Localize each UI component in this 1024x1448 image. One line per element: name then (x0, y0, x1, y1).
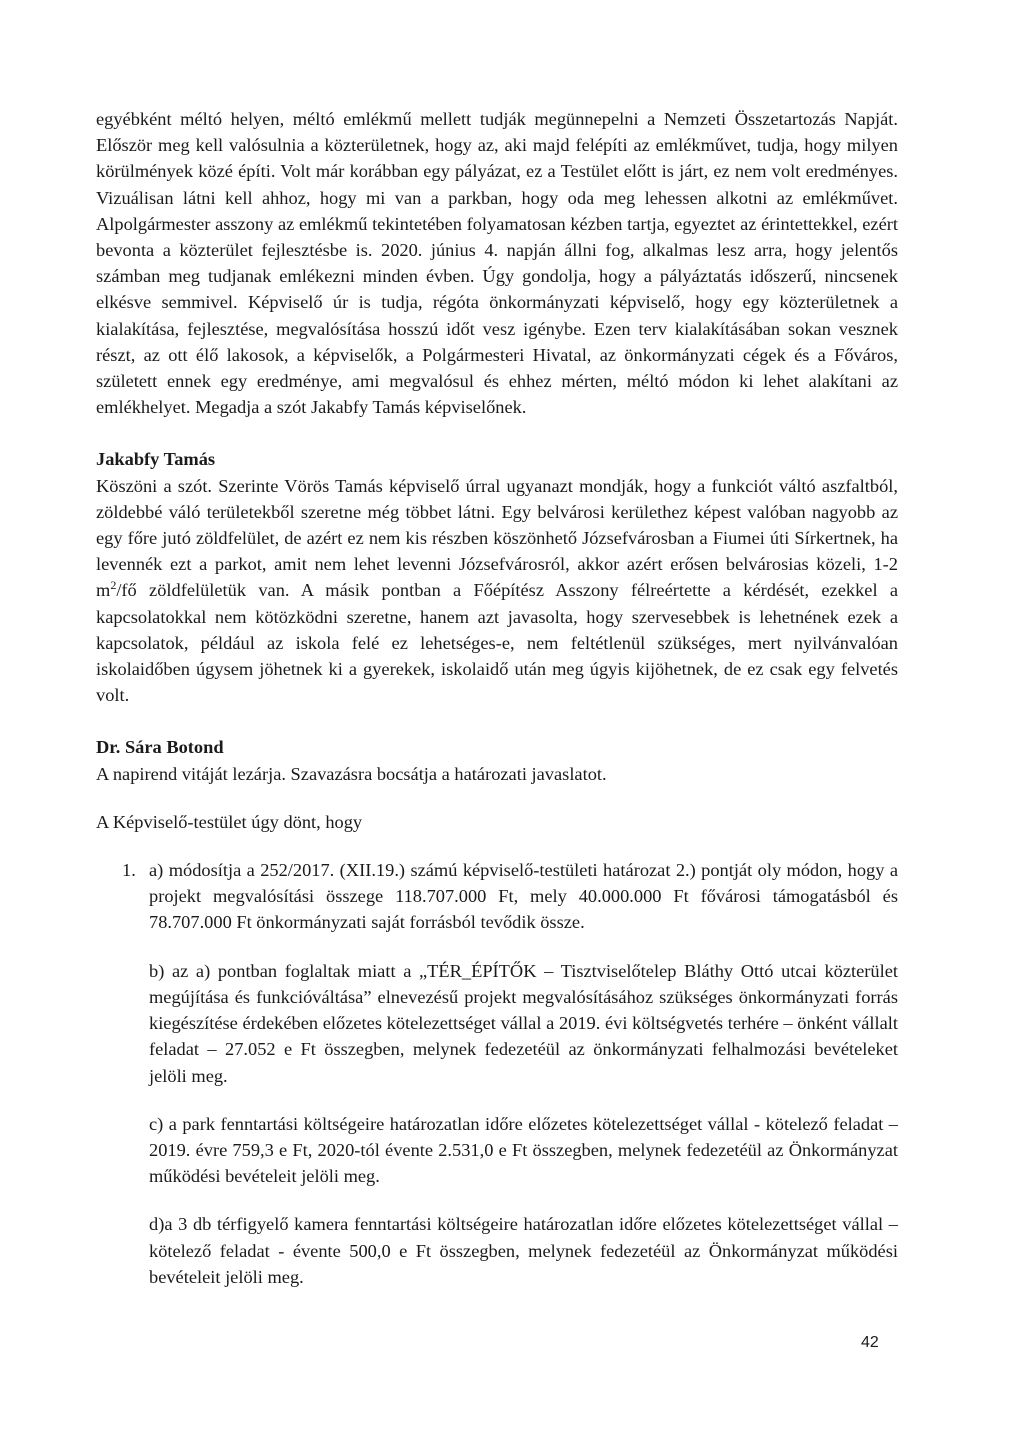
decision-list (96, 857, 898, 1290)
jakabfy-section (96, 446, 898, 708)
decision-subpoint-b: b) az a) pontban foglaltak miatt a „TÉR_ÉPÍTŐK – Tisztviselőtelep Bláthy Ottó utcai közterület megújítása és funkcióváltása” elnevezésű projekt megvalósításához szükséges önkormányzati forrás kiegészítése érdekében előzetes kötelezettséget vállal a 2019. évi költségvetés terhére – önként vállalt feladat – 27.052 e Ft összegben, melynek fedezetéül az önkormányzati felhalmozási bevételeket jelöli meg. (149, 960, 898, 1086)
decision-subpoint-d: d)a 3 db térfigyelő kamera fenntartási költségeire határozatlan időre előzetes kötelezettséget vállal – kötelező feladat - évente 500,0 e Ft összegben, melynek fedezetéül az Önkormányzat működési bevételeit jelöli meg. (149, 1214, 898, 1287)
decision-subpoint-c: c) a park fenntartási költségeire határozatlan időre előzetes kötelezettséget vállal - kötelező feladat – 2019. évre 759,3 e Ft, 2020-tól évente 2.531,0 e Ft összegben, melynek fedezetéül az Önkormányzat működési bevételeit jelöli meg. (149, 1113, 898, 1187)
jakabfy-paragraph (96, 473, 898, 709)
intro-paragraph: egyébként méltó helyen, méltó emlékmű mellett tudják megünnepelni a Nemzeti Összetartozás Napját. Először meg kell valósulnia a közterületnek, hogy az, aki majd felépíti az emlékművet, tudja, hogy milyen körülmények közé építi. Volt már korábban egy pályázat, ez a Testület előtt is járt, ez nem volt eredményes. Vizuálisan látni kell ahhoz, hogy mi van a parkban, hogy oda meg lehessen alkotni az emlékművet. Alpolgármester asszony az emlékmű tekintetében folyamatosan kézben tartja, egyeztet az érintettekkel, ezért bevonta a közterület fejlesztésbe is. 2020. június 4. napján állni fog, alkalmas lesz arra, hogy jelentős számban meg tudjanak emlékezni minden évben. Úgy gondolja, hogy a pályáztatás időszerű, nincsenek elkésve semmivel. Képviselő úr is tudja, régóta önkormányzati képviselő, hogy egy közterületnek a kialakítása, fejlesztése, megvalósítása hosszú időt vesz igénybe. Ezen terv kialakításában sokan vesznek részt, az ott élő lakosok, a képviselők, a Polgármesteri Hivatal, az önkormányzati cégek és a Főváros, született ennek egy eredménye, ami megvalósul és ehhez mérten, méltó módon ki lehet alakítani az emlékhelyet. Megadja a szót Jakabfy Tamás képviselőnek. (96, 109, 898, 418)
jakabfy-text-part2: /fő zöldfelületük van. A másik pontban a Főépítész Asszony félreértette a kérdését, ezekkel a kapcsolatokkal nem kötözködni szeretne, hanem azt javasolta, hogy szervesebbek is lehetnének ezek a kapcsolatok, például az iskola felé ez lehetséges-e, nem feltétlenül szükséges, mert nyilvánvalóan iskolaidőben úgysem jöhetnek ki a gyerekek, iskolaidő után meg úgyis kijöhetnek, de ez csak egy felvetés volt. (96, 580, 898, 706)
decision-subpoint-a: a) módosítja a 252/2017. (XII.19.) számú képviselő-testületi határozat 2.) pontját oly módon, hogy a projekt megvalósítási összege 118.707.000 Ft, mely 40.000.000 Ft fővárosi támogatásból és 78.707.000 Ft önkormányzati saját forrásból tevődik össze. (149, 860, 898, 933)
speaker-sara: Dr. Sára Botond (96, 737, 224, 758)
jakabfy-text-part1: Köszöni a szót. Szerinte Vörös Tamás képviselő úrral ugyanazt mondják, hogy a funkciót váltó aszfaltból, zöldebbé váló területekből szeretne még többet látni. Egy belvárosi kerülethez képest valóban nagyobb az egy főre jutó zöldfelület, de azért ez nem kis részben köszönhető Józsefvárosban a Fiumei úti Sírkertnek, ha levennék ezt a parkot, amit nem lehet levenni Józsefvárosról, akkor azért erősen belvárosias közeli, 1-2 m (96, 475, 898, 601)
sara-section (96, 734, 898, 786)
decision-item (96, 857, 898, 1290)
speaker-jakabfy: Jakabfy Tamás (96, 449, 216, 470)
square-superscript: 2 (110, 578, 117, 593)
decision-item-number: 1. (122, 860, 136, 881)
decision-intro: A Képviselő-testület úgy dönt, hogy (96, 811, 363, 832)
document-page (96, 106, 898, 1290)
sara-paragraph: A napirend vitáját lezárja. Szavazásra bocsátja a határozati javaslatot. (96, 763, 607, 784)
page-number: 42 (861, 1334, 879, 1351)
